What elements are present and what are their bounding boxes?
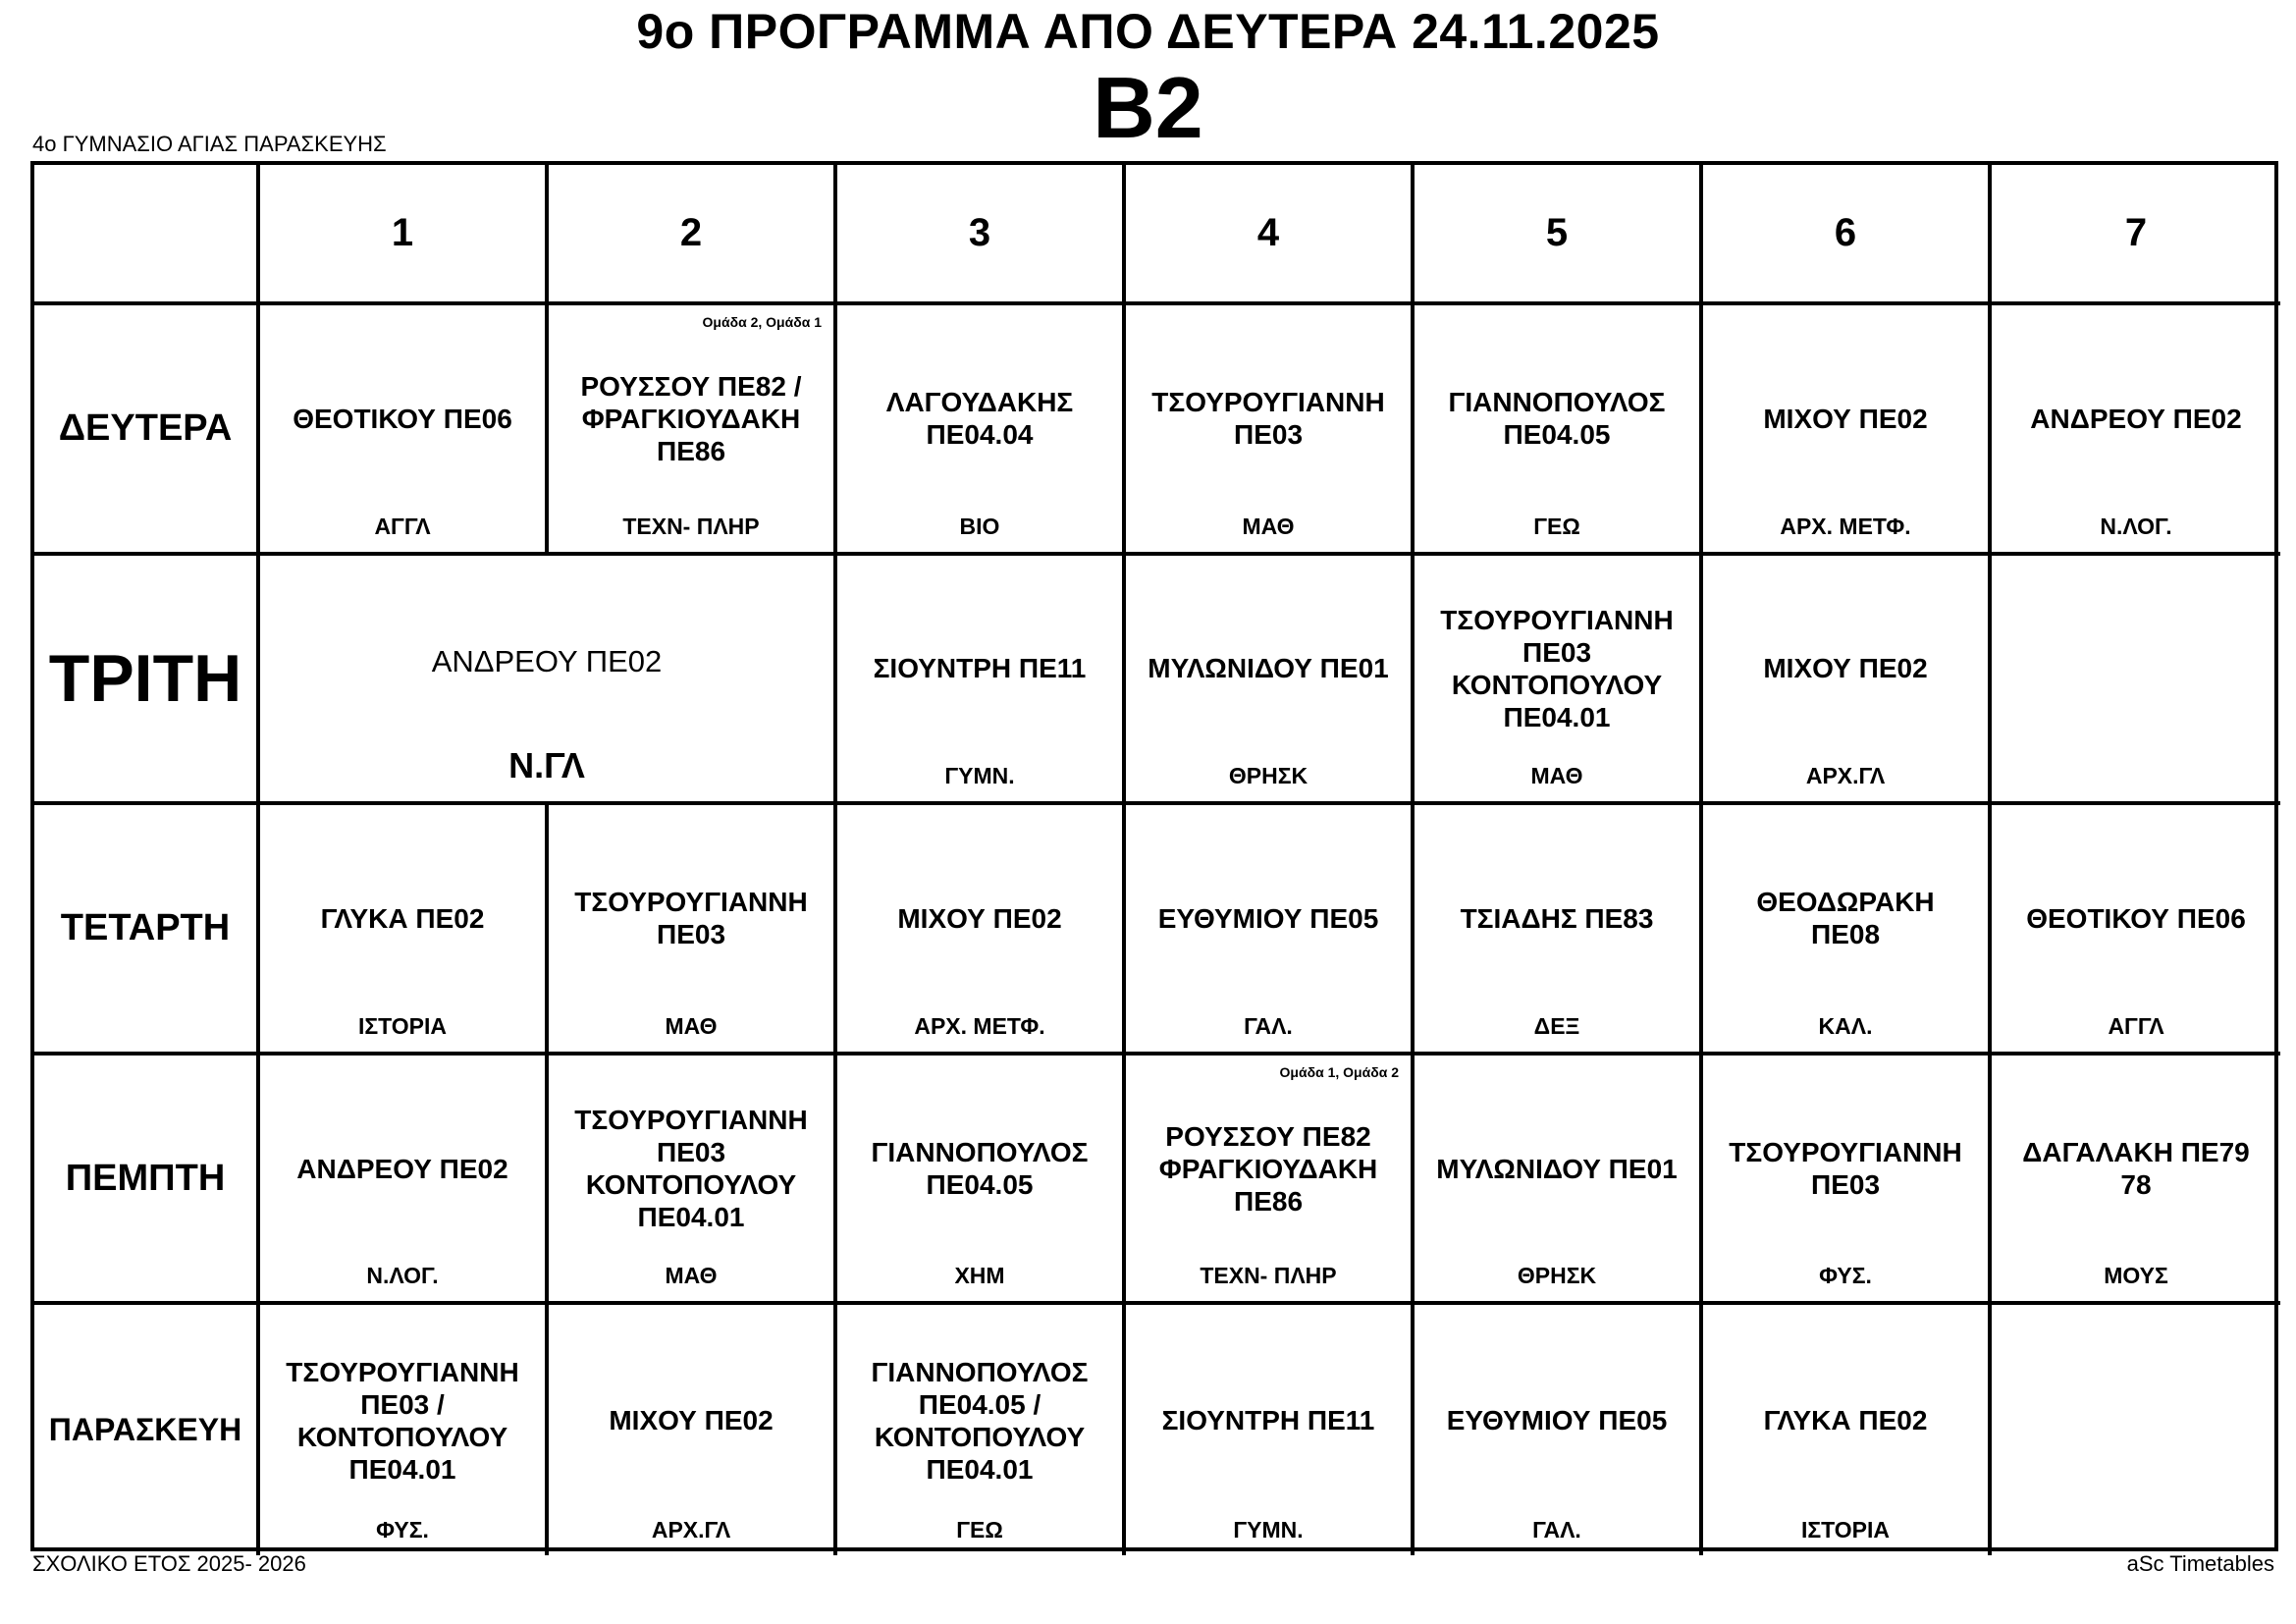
lesson-cell bbox=[1703, 1056, 1992, 1306]
group-note: Ομάδα 1, Ομάδα 2 bbox=[1279, 1063, 1399, 1080]
lesson-cell bbox=[1415, 805, 1703, 1056]
lesson-subject: ΓΥΜΝ. bbox=[1233, 1516, 1304, 1543]
lesson-cell bbox=[549, 1056, 837, 1306]
lesson-subject: ΙΣΤΟΡΙΑ bbox=[1800, 1516, 1891, 1543]
day-header-tuesday: ΤΡΙΤΗ bbox=[34, 556, 260, 806]
lesson-teacher: ΑΝΔΡΕΟΥ ΠΕ02 bbox=[2030, 403, 2242, 434]
page-title: 9ο ΠΡΟΓΡΑΜΜΑ ΑΠΟ ΔΕΥΤΕΡΑ 24.11.2025 bbox=[636, 4, 1660, 59]
lesson-cell bbox=[837, 805, 1126, 1056]
lesson-subject: ΜΑΘ bbox=[665, 1012, 718, 1039]
lesson-cell bbox=[1415, 305, 1703, 556]
lesson-teacher: ΔΑΓΑΛΑΚΗ ΠΕ79 78 bbox=[2022, 1137, 2250, 1201]
lesson-cell bbox=[1703, 305, 1992, 556]
lesson-teacher: ΜΥΛΩΝΙΔΟΥ ΠΕ01 bbox=[1436, 1153, 1678, 1184]
lesson-subject: ΧΗΜ bbox=[954, 1263, 1005, 1289]
lesson-teacher: ΘΕΟΤΙΚΟΥ ΠΕ06 bbox=[2026, 902, 2246, 934]
lesson-subject: ΙΣΤΟΡΙΑ bbox=[357, 1012, 448, 1039]
lesson-cell bbox=[837, 1305, 1126, 1555]
lesson-teacher: ΓΛΥΚΑ ΠΕ02 bbox=[1763, 1405, 1928, 1436]
lesson-subject: ΔΕΞ bbox=[1533, 1012, 1580, 1039]
lesson-subject: ΓΕΩ bbox=[956, 1516, 1003, 1543]
lesson-cell bbox=[549, 805, 837, 1056]
lesson-teacher: ΕΥΘΥΜΙΟΥ ΠΕ05 bbox=[1157, 902, 1379, 934]
lesson-teacher: ΘΕΟΔΩΡΑΚΗ ΠΕ08 bbox=[1756, 887, 1935, 950]
lesson-cell bbox=[1126, 805, 1415, 1056]
period-header: 2 bbox=[549, 165, 837, 305]
lesson-subject: ΓΑΛ. bbox=[1244, 1012, 1293, 1039]
lesson-teacher: ΤΣΟΥΡΟΥΓΙΑΝΝΗ ΠΕ03 bbox=[1151, 387, 1385, 451]
day-header-friday: ΠΑΡΑΣΚΕΥΗ bbox=[34, 1305, 260, 1555]
lesson-teacher: ΤΣΟΥΡΟΥΓΙΑΝΝΗ ΠΕ03 ΚΟΝΤΟΠΟΥΛΟΥ ΠΕ04.01 bbox=[1440, 604, 1674, 732]
lesson-cell bbox=[1126, 1305, 1415, 1555]
lesson-cell bbox=[1703, 1305, 1992, 1555]
lesson-teacher: ΓΙΑΝΝΟΠΟΥΛΟΣ ΠΕ04.05 bbox=[1448, 387, 1666, 451]
day-header-monday: ΔΕΥΤΕΡΑ bbox=[34, 305, 260, 556]
lesson-teacher: ΛΑΓΟΥΔΑΚΗΣ ΠΕ04.04 bbox=[885, 387, 1074, 451]
lesson-teacher: ΜΙΧΟΥ ΠΕ02 bbox=[1763, 403, 1928, 434]
lesson-cell bbox=[1703, 805, 1992, 1056]
lesson-cell bbox=[1415, 556, 1703, 806]
lesson-teacher: ΣΙΟΥΝΤΡΗ ΠΕ11 bbox=[1161, 1405, 1375, 1436]
lesson-teacher: ΡΟΥΣΣΟΥ ΠΕ82 / ΦΡΑΓΚΙΟΥΔΑΚΗ ΠΕ86 bbox=[580, 370, 802, 466]
class-name: B2 bbox=[1093, 59, 1203, 156]
lesson-teacher: ΓΙΑΝΝΟΠΟΥΛΟΣ ΠΕ04.05 / ΚΟΝΤΟΠΟΥΛΟΥ ΠΕ04.01 bbox=[871, 1356, 1089, 1485]
lesson-teacher: ΓΙΑΝΝΟΠΟΥΛΟΣ ΠΕ04.05 bbox=[871, 1137, 1089, 1201]
period-header: 5 bbox=[1415, 165, 1703, 305]
lesson-cell bbox=[260, 305, 549, 556]
lesson-cell bbox=[837, 305, 1126, 556]
lesson-subject: ΓΥΜΝ. bbox=[944, 763, 1015, 789]
lesson-teacher: ΤΣΟΥΡΟΥΓΙΑΝΝΗ ΠΕ03 bbox=[574, 887, 808, 950]
lesson-cell bbox=[1415, 1305, 1703, 1555]
day-header-wednesday: ΤΕΤΑΡΤΗ bbox=[34, 805, 260, 1056]
group-note: Ομάδα 2, Ομάδα 1 bbox=[702, 314, 822, 330]
corner-cell bbox=[34, 165, 260, 305]
lesson-teacher: ΕΥΘΥΜΙΟΥ ΠΕ05 bbox=[1446, 1405, 1668, 1436]
lesson-teacher: ΓΛΥΚΑ ΠΕ02 bbox=[320, 902, 485, 934]
lesson-cell bbox=[1415, 1056, 1703, 1306]
lesson-cell bbox=[1126, 305, 1415, 556]
lesson-teacher: ΜΙΧΟΥ ΠΕ02 bbox=[897, 902, 1062, 934]
lesson-subject: ΦΥΣ. bbox=[376, 1516, 429, 1543]
lesson-subject: ΜΑΘ bbox=[1242, 513, 1295, 539]
empty-cell bbox=[1992, 556, 2280, 806]
lesson-teacher: ΡΟΥΣΣΟΥ ΠΕ82 ΦΡΑΓΚΙΟΥΔΑΚΗ ΠΕ86 bbox=[1158, 1120, 1378, 1217]
lesson-teacher: ΤΣΟΥΡΟΥΓΙΑΝΝΗ ΠΕ03 bbox=[1729, 1137, 1962, 1201]
lesson-teacher: ΘΕΟΤΙΚΟΥ ΠΕ06 bbox=[293, 403, 512, 434]
lesson-cell bbox=[260, 805, 549, 1056]
school-name: 4ο ΓΥΜΝΑΣΙΟ ΑΓΙΑΣ ΠΑΡΑΣΚΕΥΗΣ bbox=[32, 132, 387, 156]
period-header: 7 bbox=[1992, 165, 2280, 305]
lesson-subject: ΑΓΓΛ bbox=[2108, 1012, 2164, 1039]
lesson-cell bbox=[260, 1056, 549, 1306]
lesson-subject: ΑΡΧ. ΜΕΤΦ. bbox=[914, 1012, 1045, 1039]
period-header: 6 bbox=[1703, 165, 1992, 305]
lesson-subject: ΘΡΗΣΚ bbox=[1517, 1263, 1597, 1289]
lesson-cell bbox=[260, 1305, 549, 1555]
lesson-cell bbox=[837, 556, 1126, 806]
lesson-teacher: ΤΣΟΥΡΟΥΓΙΑΝΝΗ ΠΕ03 / ΚΟΝΤΟΠΟΥΛΟΥ ΠΕ04.01 bbox=[286, 1356, 519, 1485]
lesson-teacher: ΣΙΟΥΝΤΡΗ ΠΕ11 bbox=[873, 653, 1087, 684]
lesson-cell bbox=[1992, 1056, 2280, 1306]
lesson-subject: ΑΓΓΛ bbox=[374, 513, 431, 539]
day-header-thursday: ΠΕΜΠΤΗ bbox=[34, 1056, 260, 1306]
lesson-subject: ΚΑΛ. bbox=[1818, 1012, 1873, 1039]
lesson-subject: ΦΥΣ. bbox=[1819, 1263, 1872, 1289]
lesson-subject: ΓΕΩ bbox=[1533, 513, 1580, 539]
lesson-cell bbox=[1992, 305, 2280, 556]
lesson-subject: ΤΕΧΝ- ΠΛΗΡ bbox=[1200, 1263, 1337, 1289]
lesson-subject: ΑΡΧ.ΓΛ bbox=[651, 1516, 731, 1543]
lesson-subject: ΤΕΧΝ- ΠΛΗΡ bbox=[622, 513, 760, 539]
lesson-cell-double bbox=[260, 556, 837, 806]
lesson-subject: Ν.ΛΟΓ. bbox=[2100, 513, 2172, 539]
lesson-subject: ΒΙΟ bbox=[959, 513, 1000, 539]
lesson-cell bbox=[549, 1305, 837, 1555]
lesson-teacher: ΜΥΛΩΝΙΔΟΥ ΠΕ01 bbox=[1148, 653, 1389, 684]
lesson-teacher: ΜΙΧΟΥ ΠΕ02 bbox=[609, 1405, 774, 1436]
lesson-subject: ΜΑΘ bbox=[665, 1263, 718, 1289]
lesson-subject: ΑΡΧ.ΓΛ bbox=[1805, 763, 1886, 789]
empty-cell bbox=[1992, 1305, 2280, 1555]
lesson-teacher: ΜΙΧΟΥ ΠΕ02 bbox=[1763, 653, 1928, 684]
lesson-subject: ΘΡΗΣΚ bbox=[1228, 763, 1308, 789]
lesson-cell bbox=[1126, 1056, 1415, 1306]
lesson-teacher: ΑΝΔΡΕΟΥ ΠΕ02 bbox=[431, 644, 663, 679]
lesson-subject: ΓΑΛ. bbox=[1532, 1516, 1581, 1543]
lesson-subject: ΑΡΧ. ΜΕΤΦ. bbox=[1780, 513, 1911, 539]
lesson-cell bbox=[549, 305, 837, 556]
lesson-cell bbox=[837, 1056, 1126, 1306]
period-header: 1 bbox=[260, 165, 549, 305]
credit-text: aSc Timetables bbox=[2126, 1551, 2274, 1576]
period-header: 3 bbox=[837, 165, 1126, 305]
timetable-grid bbox=[30, 161, 2278, 1551]
lesson-subject: ΜΑΘ bbox=[1530, 763, 1583, 789]
school-year: ΣΧΟΛΙΚΟ ΕΤΟΣ 2025- 2026 bbox=[32, 1551, 306, 1576]
lesson-subject: Ν.ΓΛ bbox=[508, 745, 585, 786]
lesson-teacher: ΤΣΟΥΡΟΥΓΙΑΝΝΗ ΠΕ03 ΚΟΝΤΟΠΟΥΛΟΥ ΠΕ04.01 bbox=[574, 1105, 808, 1233]
lesson-subject: ΜΟΥΣ bbox=[2104, 1263, 2168, 1289]
lesson-cell bbox=[1126, 556, 1415, 806]
lesson-cell bbox=[1703, 556, 1992, 806]
period-header: 4 bbox=[1126, 165, 1415, 305]
lesson-subject: Ν.ΛΟΓ. bbox=[366, 1263, 439, 1289]
lesson-cell bbox=[1992, 805, 2280, 1056]
lesson-teacher: ΤΣΙΑΔΗΣ ΠΕ83 bbox=[1460, 902, 1654, 934]
lesson-teacher: ΑΝΔΡΕΟΥ ΠΕ02 bbox=[296, 1153, 508, 1184]
